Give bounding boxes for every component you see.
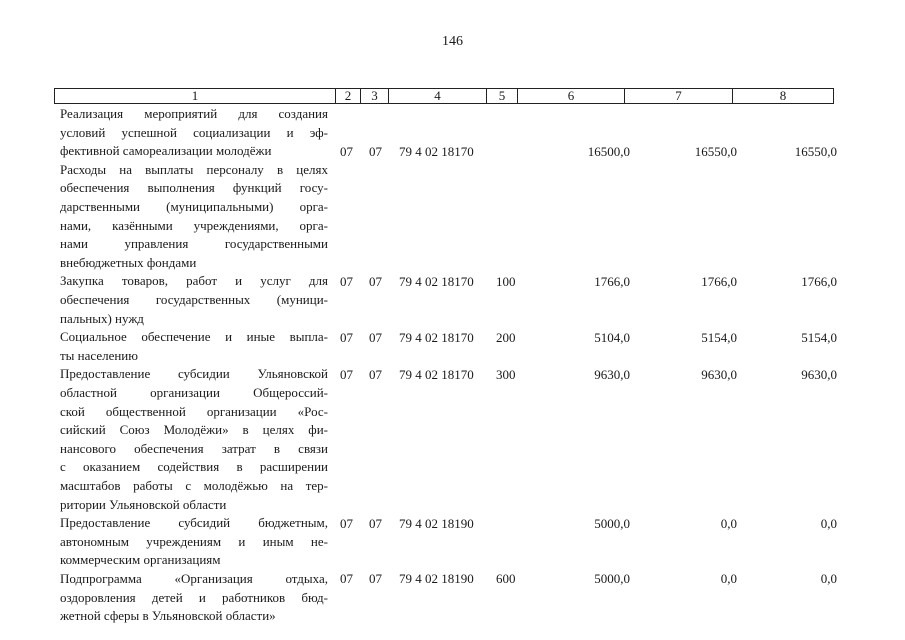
row-expense-type: 200 <box>496 329 516 345</box>
header-col-3: 3 <box>361 89 389 103</box>
description-line: Предоставление субсидии Ульяновской <box>60 366 328 382</box>
row-subsection: 07 <box>369 329 382 345</box>
description-line: Закупка товаров, работ и услуг для <box>60 273 328 289</box>
row-amount-col6: 5000,0 <box>594 571 630 587</box>
row-section: 07 <box>340 329 353 345</box>
description-line: нами управления государственными <box>60 236 328 252</box>
header-col-6: 6 <box>518 89 625 103</box>
row-section: 07 <box>340 273 353 289</box>
row-section: 07 <box>340 571 353 587</box>
description-line: Подпрограмма «Организация отдыха, <box>60 571 328 586</box>
description-line: нансового обеспечения затрат в связи <box>60 440 328 456</box>
row-expense-type: 600 <box>496 571 516 587</box>
row-target-article: 79 4 02 18190 <box>399 571 474 587</box>
row-amount-col6: 5000,0 <box>594 515 630 531</box>
row-target-article: 79 4 02 18170 <box>399 366 474 382</box>
row-amount-col8: 16550,0 <box>794 143 837 159</box>
description-line: ритории Ульяновской области <box>60 496 227 512</box>
row-description <box>60 365 328 514</box>
row-amount-col7: 0,0 <box>720 571 737 587</box>
row-subsection: 07 <box>369 366 382 382</box>
row-description <box>60 514 328 570</box>
row-subsection: 07 <box>369 571 382 587</box>
description-line: ты населению <box>60 347 138 363</box>
header-col-8: 8 <box>779 88 787 103</box>
row-description <box>60 105 328 161</box>
description-line: областной организации Общероссий- <box>60 384 328 400</box>
description-line: нами, казёнными учреждениями, орга- <box>60 217 328 233</box>
row-section: 07 <box>340 515 353 531</box>
description-line: пальных) нужд <box>60 310 144 326</box>
row-amount-col7: 9630,0 <box>701 366 737 382</box>
row-amount-col6: 5104,0 <box>594 329 630 345</box>
description-line: Реализация мероприятий для создания <box>60 106 328 121</box>
description-line: условий успешной социализации и эф- <box>60 124 328 140</box>
table-header <box>54 88 834 104</box>
page-number: 146 <box>442 34 463 49</box>
row-amount-col8: 0,0 <box>820 515 837 531</box>
row-target-article: 79 4 02 18170 <box>399 273 474 289</box>
row-amount-col8: 5154,0 <box>801 329 837 345</box>
row-section: 07 <box>340 366 353 382</box>
description-line: фективной самореализации молодёжи <box>60 143 272 159</box>
row-amount-col6: 9630,0 <box>594 366 630 382</box>
row-expense-type: 300 <box>496 366 516 382</box>
description-line: дарственными (муниципальными) орга- <box>60 198 328 214</box>
row-section: 07 <box>340 143 353 159</box>
row-description <box>60 570 328 626</box>
row-amount-col7: 16550,0 <box>694 143 737 159</box>
row-amount-col6: 16500,0 <box>587 143 630 159</box>
header-col-2: 2 <box>336 89 361 103</box>
header-col-5: 5 <box>487 89 518 103</box>
description-line: оздоровления детей и работников бюд- <box>60 589 328 605</box>
row-amount-col6: 1766,0 <box>594 273 630 289</box>
description-line: ской общественной организации «Рос- <box>60 403 328 419</box>
description-line: автономным учреждениям и иным не- <box>60 533 328 549</box>
row-amount-col8: 9630,0 <box>801 366 837 382</box>
description-line: коммерческим организациям <box>60 552 221 568</box>
row-amount-col8: 0,0 <box>820 571 837 587</box>
header-col-4: 4 <box>389 89 487 103</box>
row-amount-col7: 0,0 <box>720 515 737 531</box>
row-amount-col7: 5154,0 <box>701 329 737 345</box>
description-line: Социальное обеспечение и иные выпла- <box>60 329 328 345</box>
description-line: Расходы на выплаты персоналу в целях <box>60 161 328 177</box>
row-subsection: 07 <box>369 273 382 289</box>
description-line: масштабов работы с молодёжью на тер- <box>60 477 328 493</box>
row-amount-col7: 1766,0 <box>701 273 737 289</box>
row-subsection: 07 <box>369 515 382 531</box>
row-description <box>60 161 328 273</box>
row-amount-col8: 1766,0 <box>801 273 837 289</box>
row-target-article: 79 4 02 18170 <box>399 143 474 159</box>
row-subsection: 07 <box>369 143 382 159</box>
description-line: Предоставление субсидий бюджетным, <box>60 515 328 531</box>
row-description <box>60 328 328 365</box>
row-target-article: 79 4 02 18170 <box>399 329 474 345</box>
description-line: сийский Союз Молодёжи» в целях фи- <box>60 422 328 438</box>
description-line: с оказанием содействия в расширении <box>60 459 328 475</box>
description-line: внебюджетных фондами <box>60 254 197 270</box>
row-target-article: 79 4 02 18190 <box>399 515 474 531</box>
description-line: обеспечения государственных (муници- <box>60 291 328 307</box>
header-col-1: 1 <box>55 89 336 103</box>
header-col-7: 7 <box>625 89 733 103</box>
row-description <box>60 272 328 328</box>
description-line: жетной сферы в Ульяновской области» <box>60 608 276 624</box>
description-line: обеспечения выполнения функций госу- <box>60 180 328 196</box>
row-expense-type: 100 <box>496 273 516 289</box>
